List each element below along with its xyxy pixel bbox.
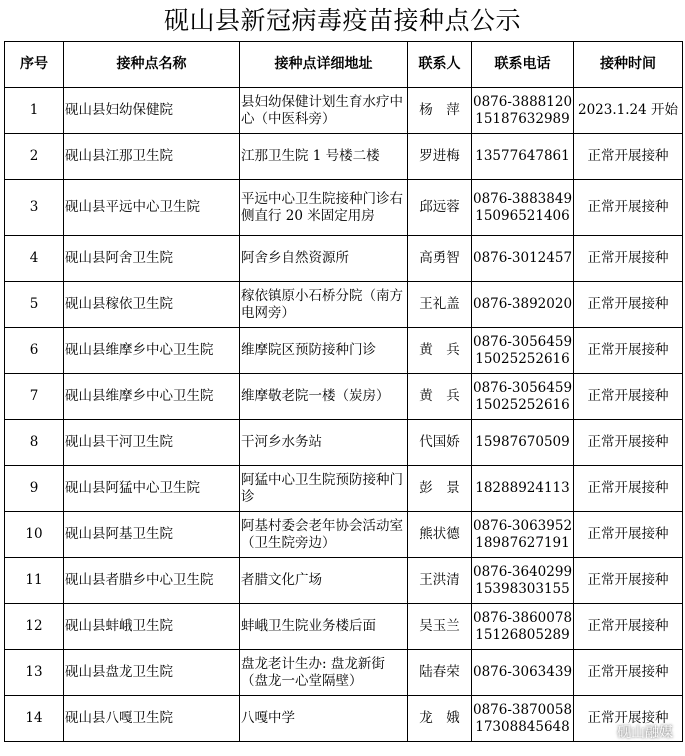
table-row: [5, 558, 683, 604]
table-row: [5, 374, 683, 420]
cell-contact: 杨 萍: [408, 88, 472, 134]
cell-site-name: 砚山县阿基卫生院: [64, 512, 240, 558]
cell-time: 正常开展接种: [574, 282, 683, 328]
phone-number: 0876-3012457: [473, 250, 573, 266]
cell-address: 县妇幼保健计划生育水疗中心（中医科旁）: [240, 88, 408, 134]
page-title: 砚山县新冠病毒疫苗接种点公示: [163, 6, 521, 35]
cell-contact: 代国娇: [408, 420, 472, 466]
cell-contact: 彭 景: [408, 466, 472, 512]
column-header-name: 接种点名称: [64, 42, 240, 88]
cell-address: 者腊文化广场: [240, 558, 408, 604]
cell-contact: 黄 兵: [408, 374, 472, 420]
cell-time: 正常开展接种: [574, 374, 683, 420]
cell-no: 2: [5, 134, 64, 180]
cell-phone: [472, 236, 574, 282]
table-row: [5, 328, 683, 374]
cell-time: 正常开展接种: [574, 180, 683, 236]
table-row: [5, 88, 683, 134]
cell-phone: [472, 558, 574, 604]
cell-address: 维摩院区预防接种门诊: [240, 328, 408, 374]
phone-number: 0876-3063952: [473, 517, 573, 534]
cell-contact: 邱远蓉: [408, 180, 472, 236]
cell-site-name: 砚山县干河卫生院: [64, 420, 240, 466]
cell-no: 11: [5, 558, 64, 604]
cell-phone: [472, 604, 574, 650]
cell-no: 1: [5, 88, 64, 134]
cell-address: 稼依镇原小石桥分院（南方电网旁）: [240, 282, 408, 328]
table-header-row: [5, 42, 683, 88]
column-header-time: 接种时间: [574, 42, 683, 88]
column-header-no: 序号: [5, 42, 64, 88]
cell-time: 正常开展接种: [574, 650, 683, 696]
phone-number: 0876-3888120: [473, 93, 573, 110]
cell-no: 14: [5, 696, 64, 742]
phone-number: 15025252616: [475, 396, 570, 413]
cell-site-name: 砚山县盘龙卫生院: [64, 650, 240, 696]
cell-site-name: 砚山县稼依卫生院: [64, 282, 240, 328]
cell-contact: 高勇智: [408, 236, 472, 282]
cell-time: 正常开展接种: [574, 236, 683, 282]
wechat-icon: [593, 724, 613, 740]
cell-contact: 黄 兵: [408, 328, 472, 374]
cell-phone: [472, 88, 574, 134]
cell-site-name: 砚山县阿舍卫生院: [64, 236, 240, 282]
cell-time: 正常开展接种: [574, 604, 683, 650]
table-body: [5, 88, 683, 742]
cell-site-name: 砚山县维摩乡中心卫生院: [64, 328, 240, 374]
cell-contact: 罗进梅: [408, 134, 472, 180]
cell-address: 江那卫生院 1 号楼二楼: [240, 134, 408, 180]
cell-address: 盘龙老计生办: 盘龙新街（盘龙一心堂隔壁）: [240, 650, 408, 696]
phone-number: 0876-3870058: [473, 701, 573, 718]
cell-time: 正常开展接种: [574, 328, 683, 374]
cell-site-name: 砚山县八嘎卫生院: [64, 696, 240, 742]
cell-site-name: 砚山县妇幼保健院: [64, 88, 240, 134]
phone-number: 15987670509: [475, 434, 570, 450]
cell-no: 10: [5, 512, 64, 558]
cell-no: 8: [5, 420, 64, 466]
cell-contact: 王洪清: [408, 558, 472, 604]
cell-address: 八嘎中学: [240, 696, 408, 742]
cell-phone: [472, 374, 574, 420]
table-row: [5, 134, 683, 180]
cell-no: 5: [5, 282, 64, 328]
cell-contact: 王礼盖: [408, 282, 472, 328]
table-row: [5, 466, 683, 512]
cell-address: 蚌峨卫生院业务楼后面: [240, 604, 408, 650]
phone-number: 13577647861: [475, 148, 570, 164]
cell-time: 正常开展接种: [574, 466, 683, 512]
phone-number: 0876-3063439: [473, 664, 573, 680]
cell-address: 阿基村委会老年协会活动室（卫生院旁边）: [240, 512, 408, 558]
phone-number: 17308845648: [475, 718, 570, 735]
cell-site-name: 砚山县蚌峨卫生院: [64, 604, 240, 650]
cell-contact: 吴玉兰: [408, 604, 472, 650]
phone-number: 18987627191: [475, 534, 570, 551]
cell-no: 3: [5, 180, 64, 236]
column-header-phone: 联系电话: [472, 42, 574, 88]
cell-time: 正常开展接种: [574, 696, 683, 742]
table-row: [5, 512, 683, 558]
cell-phone: [472, 420, 574, 466]
cell-address: 平远中心卫生院接种门诊右侧直行 20 米固定用房: [240, 180, 408, 236]
table-row: [5, 650, 683, 696]
cell-no: 4: [5, 236, 64, 282]
cell-time: 正常开展接种: [574, 558, 683, 604]
cell-phone: [472, 466, 574, 512]
column-header-contact: 联系人: [408, 42, 472, 88]
phone-number: 0876-3056459: [473, 333, 573, 350]
cell-time: 正常开展接种: [574, 512, 683, 558]
phone-number: 15096521406: [475, 207, 570, 224]
cell-no: 6: [5, 328, 64, 374]
phone-number: 15025252616: [475, 350, 570, 367]
cell-no: 9: [5, 466, 64, 512]
cell-no: 12: [5, 604, 64, 650]
table-row: [5, 604, 683, 650]
phone-number: 0876-3892020: [473, 296, 573, 312]
cell-contact: 熊状德: [408, 512, 472, 558]
cell-site-name: 砚山县平远中心卫生院: [64, 180, 240, 236]
table-row: [5, 180, 683, 236]
phone-number: 18288924113: [475, 480, 570, 496]
phone-number: 15126805289: [475, 626, 570, 643]
cell-time: 正常开展接种: [574, 134, 683, 180]
vaccination-site-table: [4, 41, 683, 742]
cell-phone: [472, 512, 574, 558]
cell-site-name: 砚山县维摩乡中心卫生院: [64, 374, 240, 420]
cell-time: 正常开展接种: [574, 420, 683, 466]
table-row: [5, 420, 683, 466]
cell-contact: 陆春荣: [408, 650, 472, 696]
cell-time: 2023.1.24 开始: [574, 88, 683, 134]
cell-phone: [472, 134, 574, 180]
cell-address: 阿猛中心卫生院预防接种门诊: [240, 466, 408, 512]
cell-phone: [472, 282, 574, 328]
cell-phone: [472, 696, 574, 742]
table-row: [5, 236, 683, 282]
cell-phone: [472, 650, 574, 696]
watermark: [593, 722, 673, 742]
phone-number: 15398303155: [475, 580, 570, 597]
phone-number: 15187632989: [475, 110, 570, 127]
phone-number: 0876-3883849: [473, 190, 573, 207]
cell-address: 阿舍乡自然资源所: [240, 236, 408, 282]
cell-phone: [472, 328, 574, 374]
phone-number: 0876-3860078: [473, 609, 573, 626]
cell-no: 7: [5, 374, 64, 420]
cell-phone: [472, 180, 574, 236]
cell-no: 13: [5, 650, 64, 696]
watermark-text: 砚山融媒: [617, 725, 673, 741]
cell-contact: 龙 娥: [408, 696, 472, 742]
phone-number: 0876-3640299: [473, 563, 573, 580]
cell-site-name: 砚山县江那卫生院: [64, 134, 240, 180]
cell-address: 干河乡水务站: [240, 420, 408, 466]
table-row: [5, 282, 683, 328]
column-header-address: 接种点详细地址: [240, 42, 408, 88]
cell-site-name: 砚山县阿猛中心卫生院: [64, 466, 240, 512]
cell-site-name: 砚山县者腊乡中心卫生院: [64, 558, 240, 604]
cell-address: 维摩敬老院一楼（炭房）: [240, 374, 408, 420]
phone-number: 0876-3056459: [473, 379, 573, 396]
table-row: [5, 696, 683, 742]
